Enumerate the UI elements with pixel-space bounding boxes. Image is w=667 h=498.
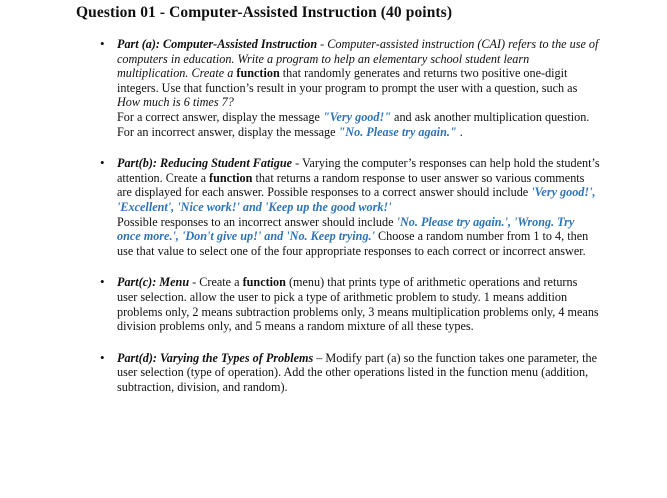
part-a-intro: - Computer-assisted instruction (CAI) refers to the use of computers in education. Write a program to help an elementary school student learn multiplication. Create a <box>117 37 599 81</box>
part-d-body <box>117 351 597 394</box>
part-b-correct-responses: 'Very good!', 'Excellent', 'Nice work!' and 'Keep up the good work!' <box>117 185 596 214</box>
bullet-icon: • <box>100 274 105 290</box>
part-a-text: that randomly generates and returns two positive one-digit integers. Use that function’s result in your program to prompt the user with a question, such as <box>117 66 578 95</box>
part-a-correct-message: "Very good!" <box>322 109 391 124</box>
part-c-keyword: function <box>242 275 286 290</box>
part-a-body <box>117 37 600 139</box>
part-b-choose-text: Choose a random number from 1 to 4, then use that value to select one of the four appropriate responses to each correct or incorrect answer. <box>117 229 589 258</box>
part-d-text: – Modify part (a) so the function takes one parameter, the user selection (type of operation). Add the other operations listed in the function menu (addition, subtraction, division, and random). <box>117 350 598 394</box>
part-b-heading: Part(b): Reducing Student Fatigue <box>117 156 293 171</box>
part-c-intro: - Create a <box>189 275 243 290</box>
part-b-body <box>117 156 600 258</box>
part-c-heading: Part(c): Menu <box>117 275 190 290</box>
bullet-icon: • <box>100 155 105 171</box>
part-b-intro: - Varying the computer’s responses can help hold the student’s attention. Create a <box>117 156 600 185</box>
part-d-heading: Part(d): Varying the Types of Problems <box>117 350 314 365</box>
bullet-icon: • <box>100 349 105 365</box>
part-b-incorrect-line <box>117 215 600 259</box>
part-a-incorrect-message: "No. Please try again." <box>338 124 457 139</box>
part-a-keyword: function <box>236 66 280 81</box>
part-c-text: (menu) that prints type of arithmetic operations and returns user selection. allow the user to pick a type of arithmetic problem to study. 1 means addition problems only, 2 means subtraction problems only, 3 means multiplication problems only, 4 means division problems only, and 5 means a random mixture of all these types. <box>117 275 599 334</box>
part-a-item <box>100 37 600 139</box>
part-b-incorrect-text: Possible responses to an incorrect answer should include <box>117 214 397 229</box>
part-a-end: . <box>456 124 463 139</box>
part-c-body <box>117 275 599 333</box>
part-c-item <box>100 275 600 333</box>
part-a-example: How much is 6 times 7? <box>117 95 234 110</box>
part-a-correct-text: For a correct answer, display the message <box>117 109 323 124</box>
part-b-incorrect-responses: 'No. Please try again.', 'Wrong. Try once more.', 'Don't give up!' and 'No. Keep trying.' <box>117 214 575 244</box>
part-a-heading: Part (a): Computer-Assisted Instruction <box>117 37 318 51</box>
part-b-text: that returns a random response to user answer so various comments are displayed for each answer. Possible responses to a correct answer should include <box>117 170 585 200</box>
part-b-item <box>100 156 600 258</box>
part-d-item <box>100 351 600 395</box>
bullet-icon: • <box>100 36 105 51</box>
question-title: Question 01 - Computer-Assisted Instruction (40 points) <box>76 4 453 21</box>
part-b-keyword: function <box>209 170 253 185</box>
parts-list <box>100 37 600 411</box>
part-a-incorrect-text: and ask another multiplication question. For an incorrect answer, display the message <box>117 109 590 139</box>
